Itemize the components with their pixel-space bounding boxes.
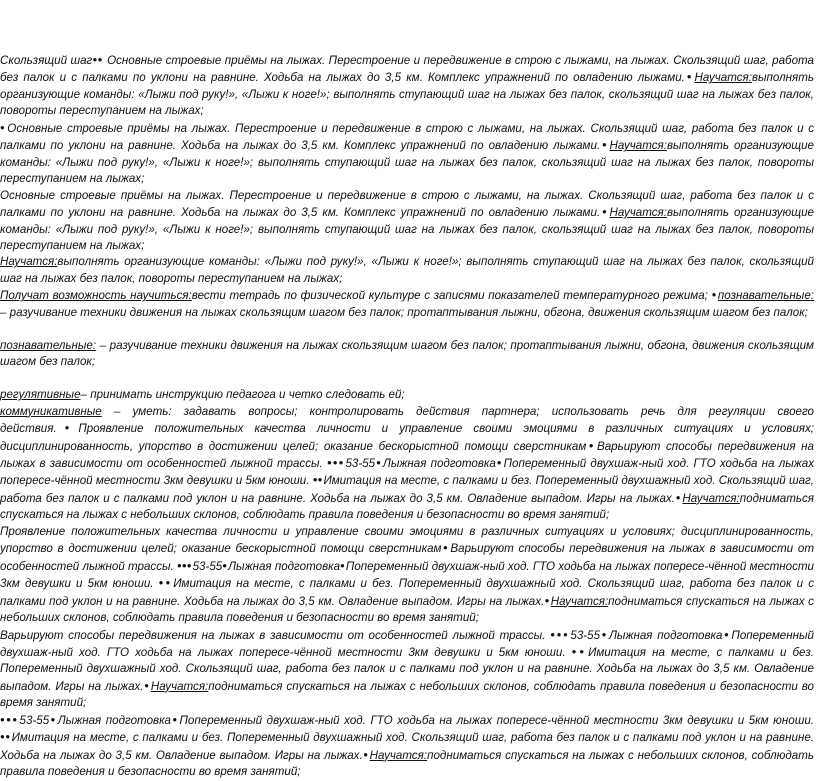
bullet-marker: ● <box>684 72 694 82</box>
p8-text-d: Попеременный двухшаж-ный ход. ГТО ходьба на лыжах попересе-чённой местности 3км девушки и 5км юноши. <box>0 456 814 488</box>
p2-label-learn: Научатся: <box>609 139 667 153</box>
p5-text-a: вести тетрадь по физической культуре с записями показателей температурного режима; <box>191 289 712 303</box>
p11-label-learn: Научатся: <box>369 748 428 762</box>
paragraph-10 <box>0 627 814 712</box>
p9-text-b: Варьируют способы передвижения на лыжах в зависимости от особенностей лыжной трассы. <box>0 542 814 573</box>
bullet-marker: ● <box>711 290 717 300</box>
p1-text-b: Основные строевые приёмы на лыжах. Перестроение и передвижение в строю с лыжами, на лыжах. Скользящий шаг, работа без палок и с палками по уклони на равнине. Ходьба на лыжах до 3,5 км. Комплекс упражнений по овладению лыжами. <box>0 54 814 85</box>
p11-text-a: Попеременный двухшаж-ный ход. ГТО ходьба на лыжах попересе-чённой местности 3км девушки и 5км юноши. <box>179 713 814 727</box>
p9-text-a: Проявление положительных качества личности и управление своими эмоциями в различных ситуациях и условиях; дисциплинированность, упорство в достижении целей; оказание бескорыстной помощи сверстникам <box>0 524 814 556</box>
p8-text-e: Имитация на месте, с палками и без. Попеременный двухшажный ход. Скользящий шаг, работа без палок и с палками под уклон и на равнине. Ходьба на лыжах до 3,5 км. Овладение выпадом. Игры на лыжах. <box>0 474 814 505</box>
p10-text-a: Варьируют способы передвижения на лыжах в зависимости от особенностей лыжной трассы. <box>0 628 551 642</box>
paragraph-8 <box>0 404 814 524</box>
p6-text: – разучивание техники движения на лыжах скользящим шагом без палок; протаптывания лыжни, обгона, движения скользящим шагом без палок; <box>0 338 814 369</box>
p1-label-learn: Научатся: <box>694 71 752 85</box>
p8-text-a: – уметь: задавать вопросы; контролировать действия партнера; использовать речь для регуляции своего действия. <box>0 404 814 436</box>
p8-text-f: подниматься спускаться на лыжах с небольших склонов, соблюдать правила поведения и безопасности во время занятий; <box>0 491 814 522</box>
p11-lesson-number: 53-55 <box>19 713 50 727</box>
bullet-marker: ●●● <box>0 714 19 724</box>
p10-text-d: подниматься спускаться на лыжах с небольших склонов, соблюдать правила поведения и безопасности во время занятий; <box>0 679 814 710</box>
p8-label-learn: Научатся: <box>682 491 740 505</box>
bullet-marker: ●● <box>0 732 11 742</box>
bullet-marker: ● <box>495 457 503 467</box>
bullet-marker: ● <box>56 423 78 433</box>
p8-label-communicative: коммуникативные <box>0 404 102 418</box>
p3-text-b: выполнять организующие команды: «Лыжи под руку!», «Лыжи к ноге!»; выполнять ступающий шаг на лыжах без палок, скользящий шаг на лыжах без палок, повороты переступанием на лыжах; <box>0 206 814 252</box>
bullet-marker: ● <box>171 714 179 724</box>
p1-text-a: Скользящий шаг <box>0 54 93 67</box>
p5-label-cognitive: познавательные: <box>717 289 814 303</box>
paragraph-2 <box>0 120 814 188</box>
bullet-marker: ● <box>362 749 369 759</box>
p7-text: – принимать инструкцию педагога и четко следовать ей; <box>80 388 405 402</box>
bullet-marker: ●●● <box>326 457 345 467</box>
bullet-marker: ●● <box>92 55 103 64</box>
bullet-marker: ● <box>586 440 596 450</box>
p9-text-d: Имитация на месте, с палками и без. Попеременный двухшажный ход. Скользящий шаг, работа без палок и с палками под уклон и на равнине. Ходьба на лыжах до 3,5 км. Овладение выпадом. Игры на лыжах. <box>0 577 815 608</box>
p9-section-title: Лыжная подготовка <box>228 559 341 573</box>
bullet-marker: ●●● <box>550 629 570 639</box>
bullet-marker: ● <box>222 560 228 570</box>
paragraph-3 <box>0 188 814 255</box>
p11-section-title: Лыжная подготовка <box>57 713 171 727</box>
bullet-marker: ● <box>544 595 550 605</box>
p5-label-opportunity: Получат возможность научиться: <box>0 289 192 303</box>
p3-text-a: Основные строевые приёмы на лыжах. Перестроение и передвижение в строю с лыжами, на лыжах. Скользящий шаг, работа без палок и с палками по уклони на равнине. Ходьба на лыжах до 3,5 км. Комплекс упражнений по овладению лыжами. <box>0 188 814 220</box>
paragraph-9 <box>0 524 814 627</box>
bullet-marker: ● <box>600 207 609 217</box>
paragraph-7 <box>0 387 814 403</box>
bullet-marker: ● <box>0 122 7 132</box>
bullet-marker: ●● <box>312 475 323 485</box>
p8-lesson-number: 53-55 <box>345 456 376 470</box>
p2-text-a: Основные строевые приёмы на лыжах. Перестроение и передвижение в строю с лыжами, на лыжах. Скользящий шаг, работа без палок и с палками по уклони на равнине. Ходьба на лыжах до 3,5 км. Комплекс упражнений по овладению лыжами. <box>0 121 814 153</box>
p7-label-regulatory: регулятивные <box>0 388 81 402</box>
bullet-marker: ●● <box>571 646 588 656</box>
p3-label-learn: Научатся: <box>609 206 667 220</box>
p10-section-title: Лыжная подготовка <box>608 628 723 642</box>
bullet-marker: ● <box>722 629 731 639</box>
p9-lesson-number: 53-55 <box>192 559 223 573</box>
p10-lesson-number: 53-55 <box>570 628 601 642</box>
p9-text-c: Попеременный двухшаж-ный ход. ГТО ходьба на лыжах попересе-чённой местности 3км девушки и 5км юноши. <box>0 559 815 591</box>
p4-label-learn: Научатся: <box>0 255 58 269</box>
bullet-marker: ● <box>600 629 608 639</box>
p9-text-e: подниматься спускаться на лыжах с небольших склонов, соблюдать правила поведения и безопасности во время занятий; <box>0 594 814 625</box>
bullet-marker: ● <box>441 543 450 553</box>
blank-line <box>0 321 814 338</box>
bullet-marker: ● <box>143 680 150 690</box>
bullet-marker: ● <box>375 457 382 467</box>
bullet-marker: ● <box>49 714 57 724</box>
bullet-marker: ●● <box>158 578 173 588</box>
p9-label-learn: Научатся: <box>550 594 609 608</box>
bullet-marker: ● <box>600 140 609 150</box>
p2-text-b: выполнять организующие команды: «Лыжи под руку!», «Лыжи к ноге!»; выполнять ступающий шаг на лыжах без палок, скользящий шаг на лыжах без палок, повороты переступанием на лыжах; <box>0 139 814 186</box>
paragraph-5 <box>0 287 814 321</box>
p8-section-title: Лыжная подготовка <box>382 456 496 470</box>
p11-text-b: Имитация на месте, с палками и без. Попеременный двухшажный ход. Скользящий шаг, работа без палок и с палками под уклон и на равнине. Ходьба на лыжах до 3,5 км. Овладение выпадом. Игры на лыжах. <box>0 731 814 762</box>
p8-text-c: Варьируют способы передвижения на лыжах в зависимости от особенностей лыжной трассы. <box>0 439 814 470</box>
document-page <box>0 52 814 781</box>
p6-label-cognitive: познавательные: <box>0 338 97 352</box>
p8-text-b: Проявление положительных качества личности и управление своими эмоциями в различных ситуациях и условиях; дисциплинированность, упорство в достижении целей; оказание бескорыстной помощи сверстникам <box>0 422 814 453</box>
paragraph-11 <box>0 712 814 781</box>
paragraph-1 <box>0 52 814 120</box>
paragraph-4 <box>0 254 814 287</box>
p10-text-c: Имитация на месте, с палками и без. Попеременный двухшажный ход. Скользящий шаг, работа без палок и с палками под уклон и на равнине. Ходьба на лыжах до 3,5 км. Овладение выпадом. Игры на лыжах. <box>0 645 814 693</box>
bullet-marker: ● <box>674 492 682 502</box>
p1-text-c: выполнять организующие команды: «Лыжи под руку!», «Лыжи к ноге!»; выполнять ступающий шаг на лыжах без палок, скользящий шаг на лыжах без палок, повороты переступанием на лыжах; <box>0 71 814 118</box>
blank-line <box>0 371 814 388</box>
p11-text-c: подниматься спускаться на лыжах с небольших склонов, соблюдать правила поведения и безопасности во время занятий; <box>0 748 814 779</box>
bullet-marker: ●●● <box>177 560 192 570</box>
p4-text: выполнять организующие команды: «Лыжи под руку!», «Лыжи к ноге!»; выполнять ступающий шаг на лыжах без палок, скользящий шаг на лыжах без палок, повороты переступанием на лыжах; <box>0 255 814 285</box>
p10-text-b: Попеременный двухшаж-ный ход. ГТО ходьба на лыжах попересе-чённой местности 3км девушки и 5км юноши. <box>0 628 814 659</box>
paragraph-6 <box>0 338 814 371</box>
p5-text-b: – разучивание техники движения на лыжах скользящим шагом без палок; протаптывания лыжни, обгона, движения скользящим шагом без палок; <box>0 305 808 319</box>
p10-label-learn: Научатся: <box>150 679 209 693</box>
bullet-marker: ● <box>340 560 345 570</box>
